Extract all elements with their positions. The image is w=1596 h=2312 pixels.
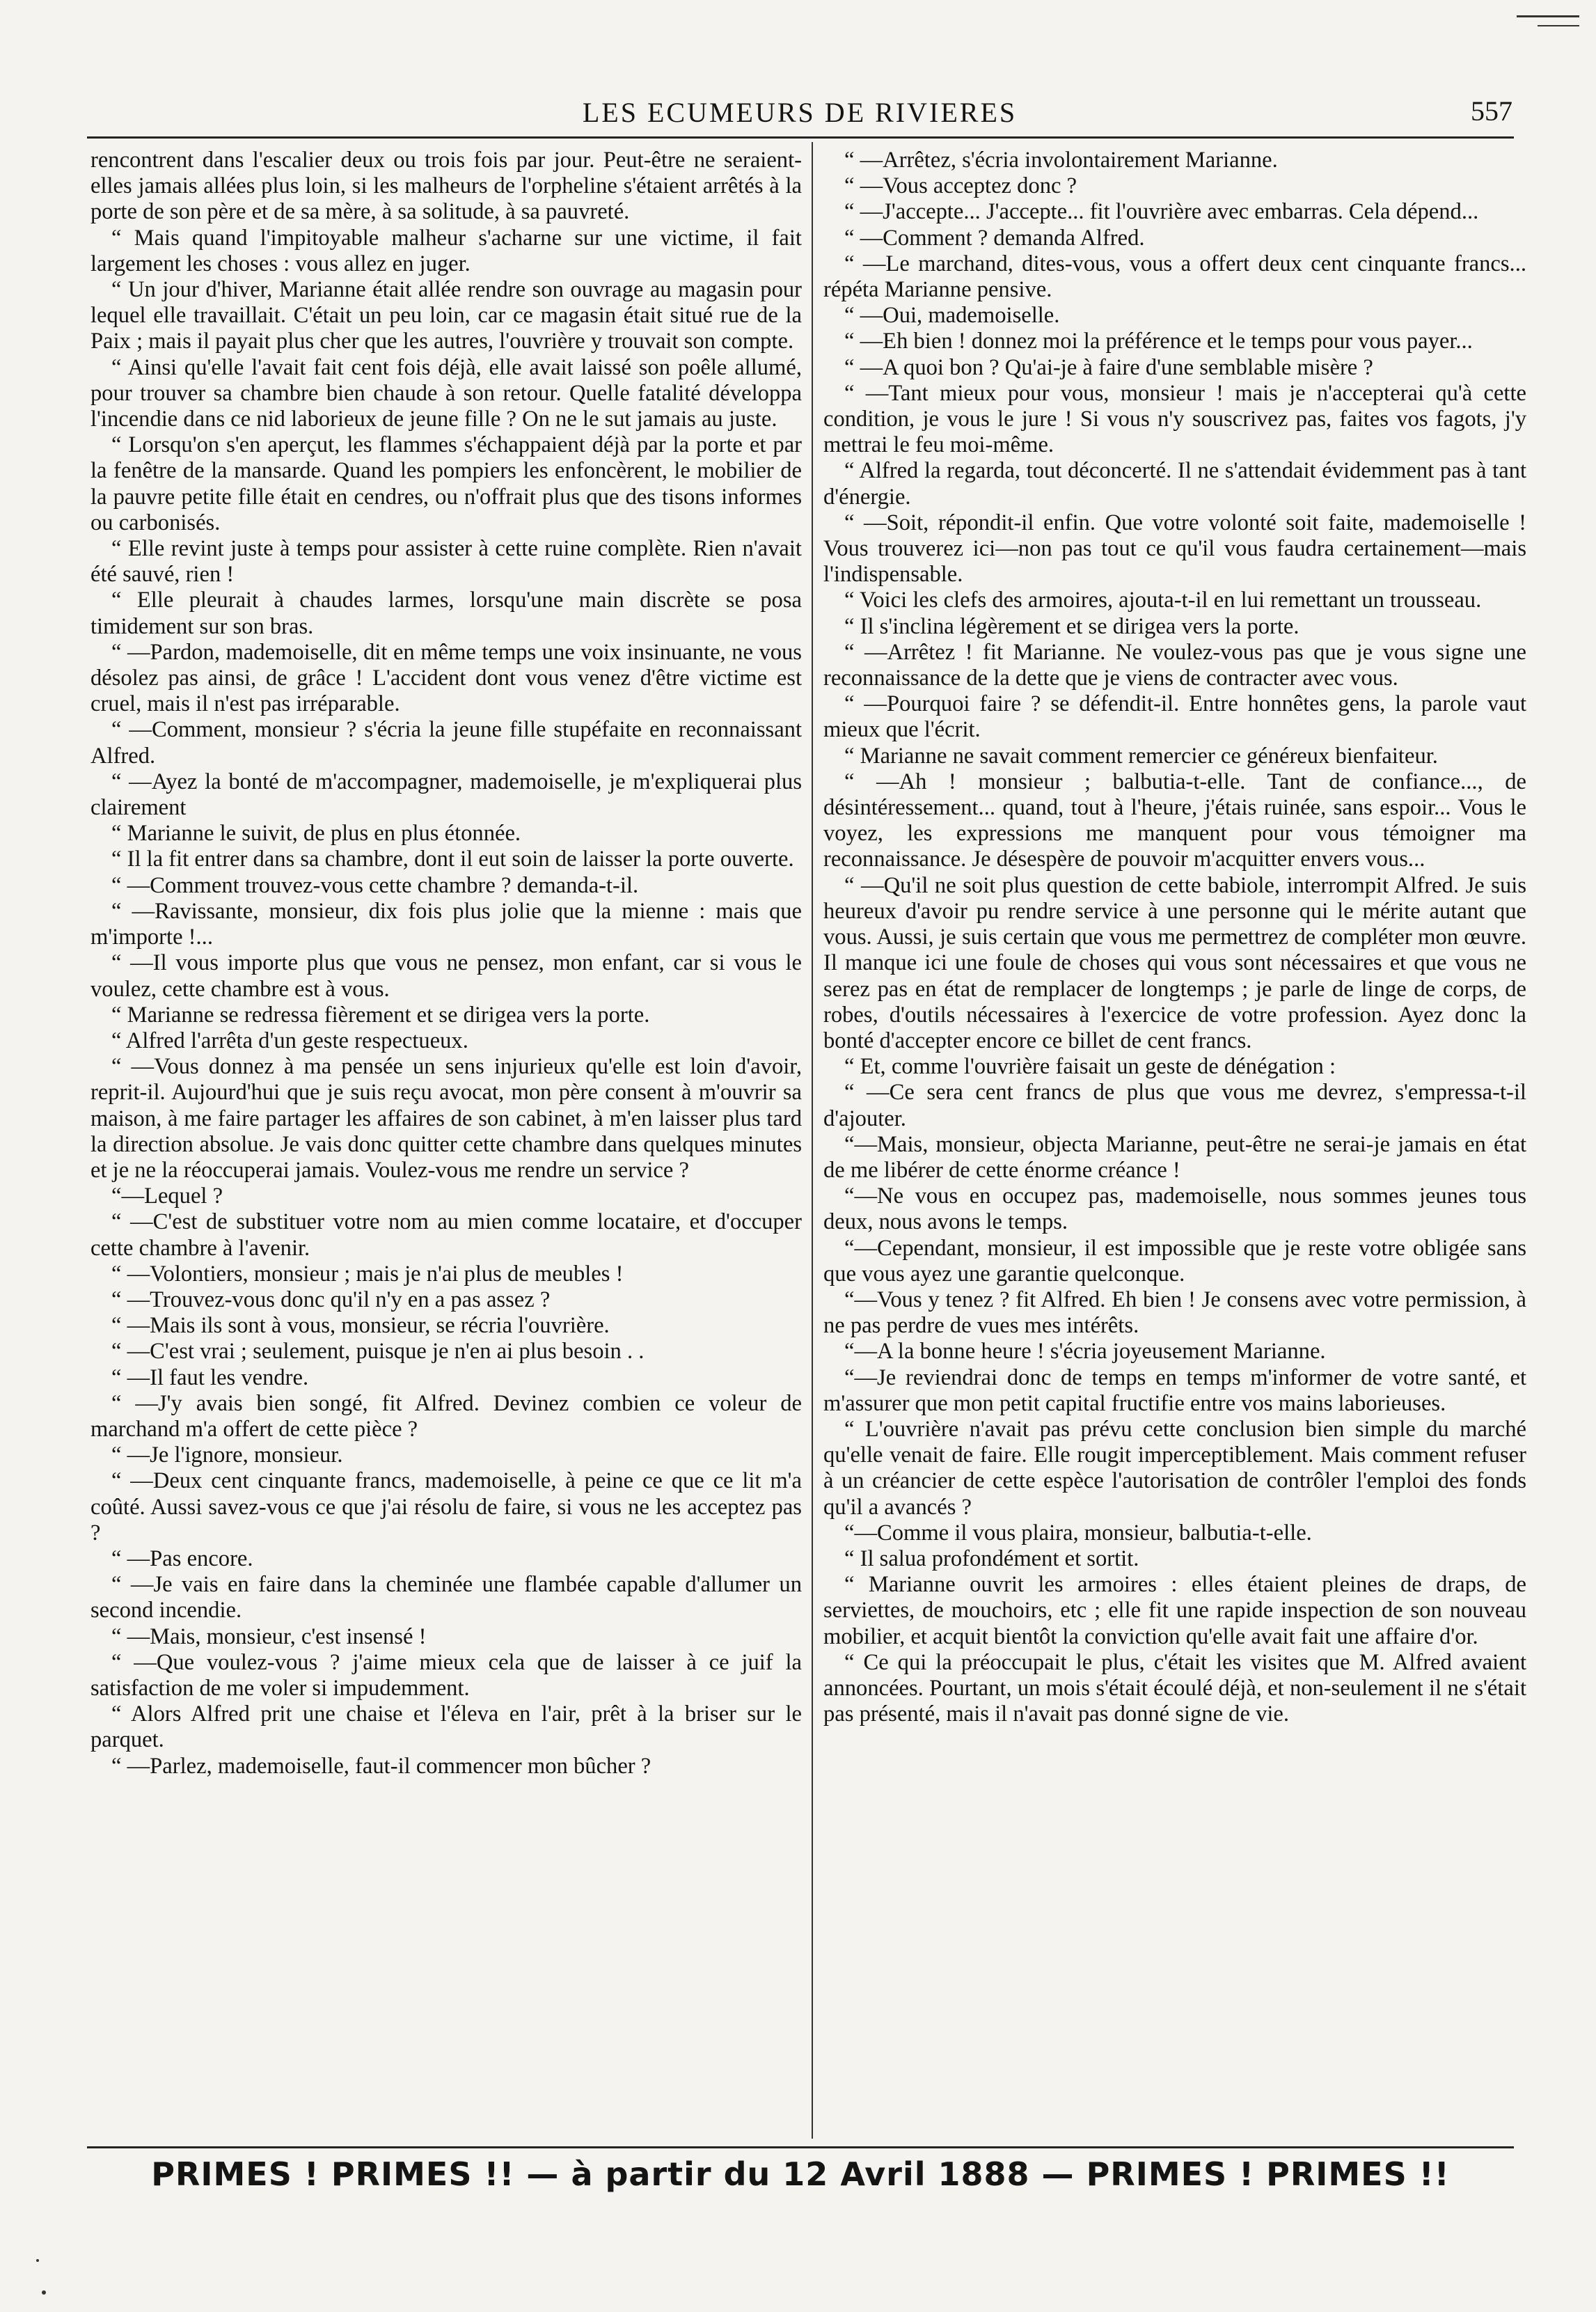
- paragraph: “—Vous y tenez ? fit Alfred. Eh bien ! Je consens avec votre permission, à ne pas perdre de vues mes intérêts.: [823, 1287, 1526, 1339]
- paragraph: “ Elle pleurait à chaudes larmes, lorsqu'une main discrète se posa timidement sur son bras.: [90, 588, 802, 639]
- page-header: [87, 87, 1512, 129]
- paragraph: “ —Vous acceptez donc ?: [844, 173, 1077, 199]
- paragraph: “—Comme il vous plaira, monsieur, balbutia-t-elle.: [844, 1520, 1312, 1546]
- paragraph: “ —Comment trouvez-vous cette chambre ? demanda-t-il.: [111, 872, 639, 898]
- paragraph: “ —Ayez la bonté de m'accompagner, mademoiselle, je m'expliquerai plus clairement: [90, 769, 802, 821]
- running-title: LES ECUMEURS DE RIVIERES: [582, 97, 1018, 128]
- paragraph: “ —C'est vrai ; seulement, puisque je n'en ai plus besoin . .: [111, 1339, 645, 1365]
- paragraph: “ —Tant mieux pour vous, monsieur ! mais je n'accepterai qu'à cette condition, je vous le jure ! Si vous n'y souscrivez pas, faites vos fagots, j'y mettrai le feu moi-même.: [823, 380, 1526, 458]
- paragraph: “ —Oui, mademoiselle.: [844, 303, 1060, 329]
- ink-speck: [36, 2259, 39, 2262]
- paragraph: “ —Deux cent cinquante francs, mademoiselle, à peine ce que ce lit m'a coûté. Aussi savez-vous ce que j'ai résolu de faire, si vous ne les acceptez pas ?: [90, 1468, 802, 1546]
- corner-rule: [1517, 15, 1579, 17]
- paragraph: “ —Arrêtez ! fit Marianne. Ne voulez-vous pas que je vous signe une reconnaissance de la dette que je viens de contracter avec vous.: [823, 639, 1526, 691]
- paragraph: “ L'ouvrière n'avait pas prévu cette conclusion bien simple du marché qu'elle venait de faire. Elle rougit imperceptiblement. Mais comment refuser à un créancier de cette espèce l'autorisation de contrôler l'emploi des fonds qu'il a avancés ?: [823, 1416, 1526, 1520]
- paragraph: “ —Soit, répondit-il enfin. Que votre volonté soit faite, mademoiselle ! Vous trouverez ici—non pas tout ce qu'il vous faudra certainement—mais l'indispensable.: [823, 510, 1526, 588]
- primes-banner: PRIMES ! PRIMES !! — à partir du 12 Avril 1888 — PRIMES ! PRIMES !!: [151, 2155, 1450, 2193]
- header-rule: [87, 136, 1514, 139]
- paragraph: “ —Ah ! monsieur ; balbutia-t-elle. Tant de confiance..., de désintéressement... quand, tout à l'heure, j'étais ruinée, sans espoir... Vous le voyez, les expressions me manquent pour vous témoigner ma reconnaissance. Je désespère de pouvoir m'acquitter envers vous...: [823, 769, 1526, 872]
- paragraph: “ Marianne ouvrit les armoires : elles étaient pleines de draps, de serviettes, de mouchoirs, etc ; elle fit une rapide inspection de son nouveau mobilier, et acquit bientôt la conviction qu'elle avait fait une affaire d'or.: [823, 1572, 1526, 1649]
- paragraph: “ —Parlez, mademoiselle, faut-il commencer mon bûcher ?: [111, 1753, 651, 1779]
- paragraph: “ —Eh bien ! donnez moi la préférence et le temps pour vous payer...: [844, 329, 1473, 354]
- paragraph: “ —Le marchand, dites-vous, vous a offert deux cent cinquante francs... répéta Marianne pensive.: [823, 251, 1526, 303]
- paragraph: “ —Mais ils sont à vous, monsieur, se récria l'ouvrière.: [111, 1313, 610, 1339]
- left-column: [90, 148, 802, 2139]
- paragraph: “ —Je l'ignore, monsieur.: [111, 1442, 343, 1468]
- page-number: 557: [1471, 95, 1512, 127]
- paragraph: “ Lorsqu'on s'en aperçut, les flammes s'échappaient déjà par la porte et par la fenêtre de la mansarde. Quand les pompiers les enfoncèrent, le mobilier de la pauvre petite fille était en cendres, ou n'offrait plus que des tisons informes ou carbonisés.: [90, 432, 802, 535]
- paragraph: “—Ne vous en occupez pas, mademoiselle, nous sommes jeunes tous deux, nous avons le temps.: [823, 1183, 1526, 1235]
- paragraph: “ —Mais, monsieur, c'est insensé !: [111, 1623, 427, 1649]
- paragraph: “ Il salua profondément et sortit.: [844, 1546, 1139, 1571]
- paragraph: “ Mais quand l'impitoyable malheur s'acharne sur une victime, il fait largement les choses : vous allez en juger.: [90, 225, 802, 276]
- paragraph: “ Ainsi qu'elle l'avait fait cent fois déjà, elle avait laissé son poêle allumé, pour trouver sa chambre bien chaude à son retour. Quelle fatalité développa l'incendie dans ce nid laborieux de jeune fille ? On ne le sut jamais au juste.: [90, 354, 802, 432]
- paragraph: “ Alfred l'arrêta d'un geste respectueux.: [111, 1028, 468, 1053]
- paragraph: “ —Volontiers, monsieur ; mais je n'ai plus de meubles !: [111, 1261, 624, 1287]
- paragraph: “ Marianne se redressa fièrement et se dirigea vers la porte.: [111, 1002, 650, 1028]
- paragraph: “—Mais, monsieur, objecta Marianne, peut-être ne serai-je jamais en état de me libérer de cette énorme créance !: [823, 1131, 1526, 1183]
- paragraph: “ Alors Alfred prit une chaise et l'éleva en l'air, prêt à la briser sur le parquet.: [90, 1701, 802, 1753]
- paragraph: “ Un jour d'hiver, Marianne était allée rendre son ouvrage au magasin pour lequel elle travaillait. C'était un peu loin, car ce magasin était situé rue de la Paix ; mais il payait plus cher que les autres, l'ouvrière y trouvait son compte.: [90, 277, 802, 354]
- paragraph: “ —J'accepte... J'accepte... fit l'ouvrière avec embarras. Cela dépend...: [844, 199, 1479, 225]
- paragraph: “ —Ravissante, monsieur, dix fois plus jolie que la mienne : mais que m'importe !...: [90, 898, 802, 950]
- paragraph: “ —Il faut les vendre.: [111, 1365, 309, 1390]
- paragraph: “ Elle revint juste à temps pour assister à cette ruine complète. Rien n'avait été sauvé, rien !: [90, 536, 802, 588]
- paragraph: “ Et, comme l'ouvrière faisait un geste de dénégation :: [844, 1054, 1336, 1080]
- paragraph: “ —Qu'il ne soit plus question de cette babiole, interrompit Alfred. Je suis heureux d'avoir pu rendre service à une personne qui le mérite autant que vous. Aussi, je suis certain que vous me permettrez de compléter mon œuvre. Il manque ici une foule de choses qui vous sont nécessaires et que vous ne serez pas en état de remplacer de longtemps ; je parle de linge de corps, de robes, d'outils nécessaires à l'exercice de votre profession. Ayez donc la bonté d'accepter encore ce billet de cent francs.: [823, 872, 1526, 1053]
- paragraph: “ —Comment, monsieur ? s'écria la jeune fille stupéfaite en reconnaissant Alfred.: [90, 717, 802, 769]
- paragraph: “ —Pardon, mademoiselle, dit en même temps une voix insinuante, ne vous désolez pas ainsi, de grâce ! L'accident dont vous venez d'être victime est cruel, mais il n'est pas irréparable.: [90, 639, 802, 717]
- corner-rule: [1538, 25, 1579, 26]
- paragraph: “ Voici les clefs des armoires, ajouta-t-il en lui remettant un trousseau.: [844, 588, 1482, 613]
- paragraph: “ —Ce sera cent francs de plus que vous me devrez, s'empressa-t-il d'ajouter.: [823, 1080, 1526, 1131]
- paragraph: “ Marianne ne savait comment remercier ce généreux bienfaiteur.: [844, 743, 1438, 769]
- paragraph: “ —Trouvez-vous donc qu'il n'y en a pas assez ?: [111, 1287, 551, 1312]
- footer-rule: [87, 2146, 1514, 2148]
- paragraph: “ Alfred la regarda, tout déconcerté. Il ne s'attendait évidemment pas à tant d'énergie.: [823, 458, 1526, 510]
- paragraph: “ Marianne le suivit, de plus en plus étonnée.: [111, 821, 521, 847]
- paragraph: “ —Pourquoi faire ? se défendit-il. Entre honnêtes gens, la parole vaut mieux que l'écrit.: [823, 691, 1526, 743]
- column-divider: [812, 142, 813, 2139]
- paragraph: “—A la bonne heure ! s'écria joyeusement Marianne.: [844, 1339, 1326, 1365]
- paragraph: rencontrent dans l'escalier deux ou trois fois par jour. Peut-être ne seraient-elles jamais allées plus loin, si les malheurs de l'orpheline s'étaient arrêtés à la porte de son père et de sa mère, à sa solitude, à sa pauvreté.: [90, 148, 802, 225]
- paragraph: “ —J'y avais bien songé, fit Alfred. Devinez combien ce voleur de marchand m'a offert de cette pièce ?: [90, 1390, 802, 1442]
- paragraph: “ —Comment ? demanda Alfred.: [844, 225, 1145, 251]
- paragraph: “ Ce qui la préoccupait le plus, c'était les visites que M. Alfred avaient annoncées. Pourtant, un mois s'était écoulé déjà, et non-seulement il ne s'était pas présenté, mais il n'avait pas donné signe de vie.: [823, 1649, 1526, 1727]
- paragraph: “ Il la fit entrer dans sa chambre, dont il eut soin de laisser la porte ouverte.: [111, 847, 794, 872]
- right-column: [823, 148, 1526, 2139]
- ink-speck: [42, 2290, 46, 2295]
- paragraph: “ —Pas encore.: [111, 1546, 253, 1571]
- paragraph: “ —Vous donnez à ma pensée un sens injurieux qu'elle est loin d'avoir, reprit-il. Aujourd'hui que je suis reçu avocat, mon père consent à m'ouvrir sa maison, à me faire partager les affaires de son cabinet, à m'en laisser plus tard la direction absolue. Je vais donc quitter cette chambre dans quelques minutes et je ne la réoccuperai jamais. Voulez-vous me rendre un service ?: [90, 1054, 802, 1183]
- paragraph: “—Lequel ?: [111, 1183, 223, 1209]
- paragraph: “ —Je vais en faire dans la cheminée une flambée capable d'allumer un second incendie.: [90, 1572, 802, 1623]
- paragraph: “—Je reviendrai donc de temps en temps m'informer de votre santé, et m'assurer que mon petit capital fructifie entre vos mains laborieuses.: [823, 1365, 1526, 1416]
- paragraph: “ —Arrêtez, s'écria involontairement Marianne.: [844, 148, 1278, 173]
- paragraph: “—Cependant, monsieur, il est impossible que je reste votre obligée sans que vous ayez une garantie quelconque.: [823, 1235, 1526, 1287]
- paragraph: “ Il s'inclina légèrement et se dirigea vers la porte.: [844, 613, 1299, 639]
- paragraph: “ —Il vous importe plus que vous ne pensez, mon enfant, car si vous le voulez, cette chambre est à vous.: [90, 950, 802, 1002]
- paragraph: “ —Que voulez-vous ? j'aime mieux cela que de laisser à ce juif la satisfaction de me voler si impudemment.: [90, 1649, 802, 1701]
- paragraph: “ —C'est de substituer votre nom au mien comme locataire, et d'occuper cette chambre à l'avenir.: [90, 1209, 802, 1261]
- paragraph: “ —A quoi bon ? Qu'ai-je à faire d'une semblable misère ?: [844, 354, 1373, 380]
